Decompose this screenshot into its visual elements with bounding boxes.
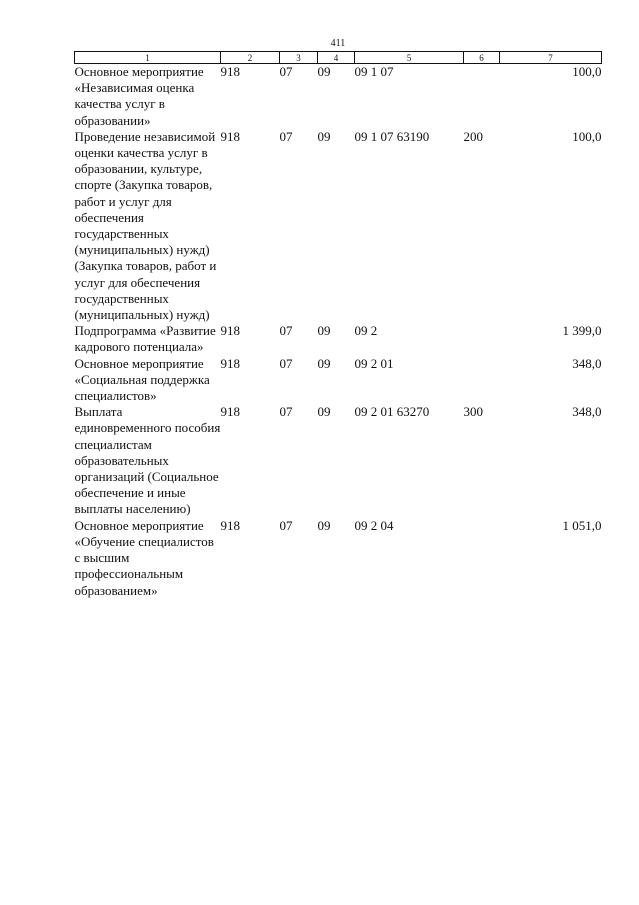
row-ministry: 918: [220, 517, 240, 533]
row-ministry: 918: [220, 355, 240, 371]
row-target: 09 2: [354, 323, 378, 339]
row-name: Выплата единовременного пособия специалистам образовательных организаций (Социальное обеспечение и иные выплаты населению): [74, 404, 221, 517]
row-ministry: 918: [220, 404, 240, 420]
row-target: 09 2 01: [354, 355, 394, 371]
row-section: 07: [279, 323, 293, 339]
row-name: Основное мероприятие «Социальная поддержка специалистов»: [74, 355, 210, 404]
row-target: 09 2 04: [354, 517, 394, 533]
table-row: [75, 356, 602, 405]
row-name: Основное мероприятие «Обучение специалистов с высшим профессиональным образованием»: [74, 517, 214, 598]
header-row: [75, 52, 602, 64]
row-subsection: 09: [317, 404, 331, 420]
row-ministry: 918: [220, 128, 240, 144]
table-row: [75, 323, 602, 355]
row-expense-type: [464, 518, 500, 599]
row-amount: 100,0: [572, 64, 602, 79]
row-amount: 1 399,0: [562, 323, 602, 339]
header-col-6: 6: [464, 52, 500, 64]
row-section: 07: [279, 128, 293, 144]
row-expense-type: [464, 356, 500, 405]
header-col-7: 7: [500, 52, 602, 64]
table-body: [75, 64, 602, 599]
row-section: 07: [279, 404, 293, 420]
row-amount: 1 051,0: [562, 517, 602, 533]
row-subsection: 09: [317, 128, 331, 144]
row-subsection: 09: [317, 517, 331, 533]
row-section: 07: [279, 517, 293, 533]
budget-table: [74, 51, 602, 599]
header-col-3: 3: [280, 52, 318, 64]
row-amount: 348,0: [572, 355, 602, 371]
row-subsection: 09: [317, 64, 331, 79]
table-row: [75, 404, 602, 517]
row-section: 07: [279, 64, 293, 79]
row-target: 09 2 01 63270: [354, 404, 430, 420]
row-name: Основное мероприятие «Независимая оценка качества услуг в образовании»: [74, 64, 204, 128]
row-target: 09 1 07: [354, 64, 394, 79]
page-number: 411: [330, 38, 346, 49]
row-subsection: 09: [317, 323, 331, 339]
row-expense-type: 300: [463, 404, 483, 420]
header-col-2: 2: [221, 52, 280, 64]
row-target: 09 1 07 63190: [354, 128, 430, 144]
table-row: [75, 129, 602, 323]
table-row: [75, 64, 602, 129]
row-expense-type: [464, 64, 500, 129]
row-name: Проведение независимой оценки качества услуг в образовании, культуре, спорте (Закупка товаров, работ и услуг для обеспечения государственных (муниципальных) нужд) (Закупка товаров, работ и услуг для обеспечения государственных (муниципальных) нужд): [74, 128, 217, 323]
header-col-4: 4: [318, 52, 355, 64]
table-row: [75, 518, 602, 599]
row-subsection: 09: [317, 355, 331, 371]
header-col-5: 5: [355, 52, 464, 64]
row-ministry: 918: [220, 323, 240, 339]
row-expense-type: [464, 323, 500, 355]
row-expense-type: 200: [463, 128, 483, 144]
table-header: [75, 52, 602, 64]
row-amount: 100,0: [572, 128, 602, 144]
row-ministry: 918: [220, 64, 240, 79]
row-name: Подпрограмма «Развитие кадрового потенциала»: [74, 323, 216, 355]
row-amount: 348,0: [572, 404, 602, 420]
header-col-1: 1: [75, 52, 221, 64]
row-section: 07: [279, 355, 293, 371]
